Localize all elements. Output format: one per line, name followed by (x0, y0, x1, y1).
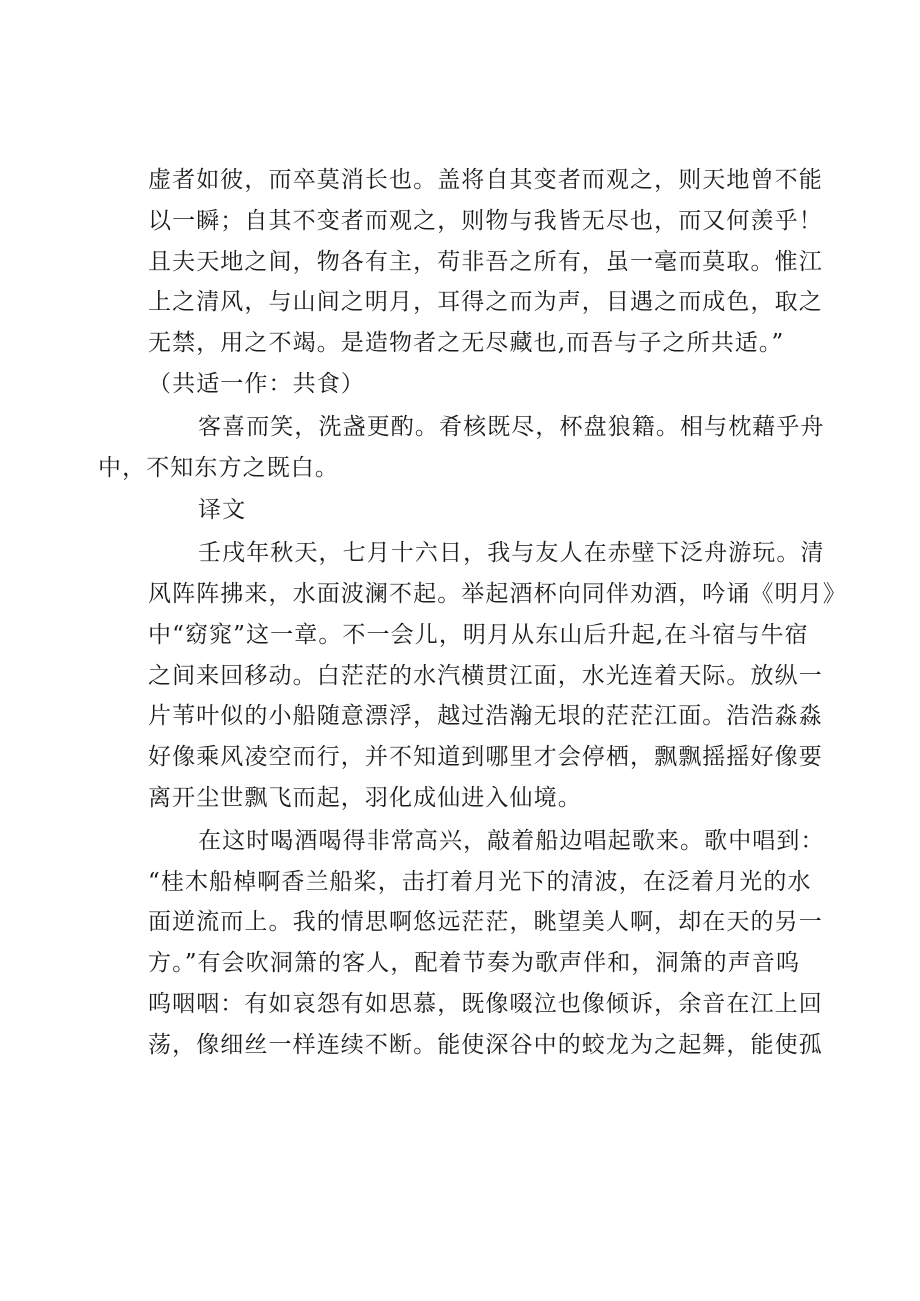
text-line: 好像乘风凌空而行，并不知道到哪里才会停栖，飘飘摇摇好像要 (148, 744, 823, 771)
text-line: 客喜而笑，洗盏更酌。肴核既尽，杯盘狼籍。相与枕藉乎舟 (198, 413, 825, 440)
text-line: 荡，像细丝一样连续不断。能使深谷中的蛟龙为之起舞，能使孤 (148, 1031, 823, 1058)
paragraph-translation-1 (148, 533, 847, 819)
paragraph-note (148, 364, 828, 405)
text-line: 之间来回移动。白茫茫的水汽横贯江面，水光连着天际。放纵一 (148, 662, 823, 689)
text-line: 中“窈窕”这一章。不一会儿，明月从东山后升起,在斗宿与牛宿 (148, 621, 809, 648)
section-heading-translation (148, 490, 828, 531)
text-line: 呜咽咽：有如哀怨有如思慕，既像啜泣也像倾诉，余音在江上回 (148, 990, 823, 1017)
text-line: 风阵阵拂来，水面波澜不起。举起酒杯向同伴劝酒，吟诵《明月》 (148, 580, 847, 607)
text-line: “桂木船棹啊香兰船桨，击打着月光下的清波，在泛着月光的水 (148, 868, 812, 895)
paragraph-original-ending (98, 407, 828, 489)
text-line: 中，不知东方之既白。 (98, 454, 339, 481)
text-line: 离开尘世飘飞而起，羽化成仙进入仙境。 (148, 784, 582, 811)
text-line: （共适一作：共食） (148, 370, 365, 397)
text-line: 无禁，用之不竭。是造物者之无尽藏也,而吾与子之所共适。” (148, 330, 785, 357)
text-line: 在这时喝酒喝得非常高兴，敲着船边唱起歌来。歌中唱到： (198, 827, 825, 854)
document-page (98, 160, 847, 1066)
text-line: 且夫天地之间，物各有主，苟非吾之所有，虽一毫而莫取。惟江 (148, 248, 823, 275)
text-line: 上之清风，与山间之明月，耳得之而为声，目遇之而成色，取之 (148, 289, 823, 316)
text-line: 片苇叶似的小船随意漂浮，越过浩瀚无垠的茫茫江面。浩浩淼淼 (148, 703, 823, 730)
text-line: 壬戌年秋天，七月十六日，我与友人在赤壁下泛舟游玩。清 (198, 540, 825, 567)
text-line: 以一瞬；自其不变者而观之，则物与我皆无尽也，而又何羡乎！ (148, 207, 823, 234)
paragraph-translation-2 (148, 821, 828, 1066)
text-line: 虚者如彼，而卒莫消长也。盖将自其变者而观之，则天地曾不能 (148, 167, 823, 193)
text-line: 面逆流而上。我的情思啊悠远茫茫，眺望美人啊，却在天的另一 (148, 909, 823, 936)
paragraph-original-continued (148, 160, 828, 364)
text-line: 方。”有会吹洞箫的客人，配着节奏为歌声伴和，洞箫的声音呜 (148, 950, 801, 977)
text-line: 译文 (198, 497, 247, 524)
